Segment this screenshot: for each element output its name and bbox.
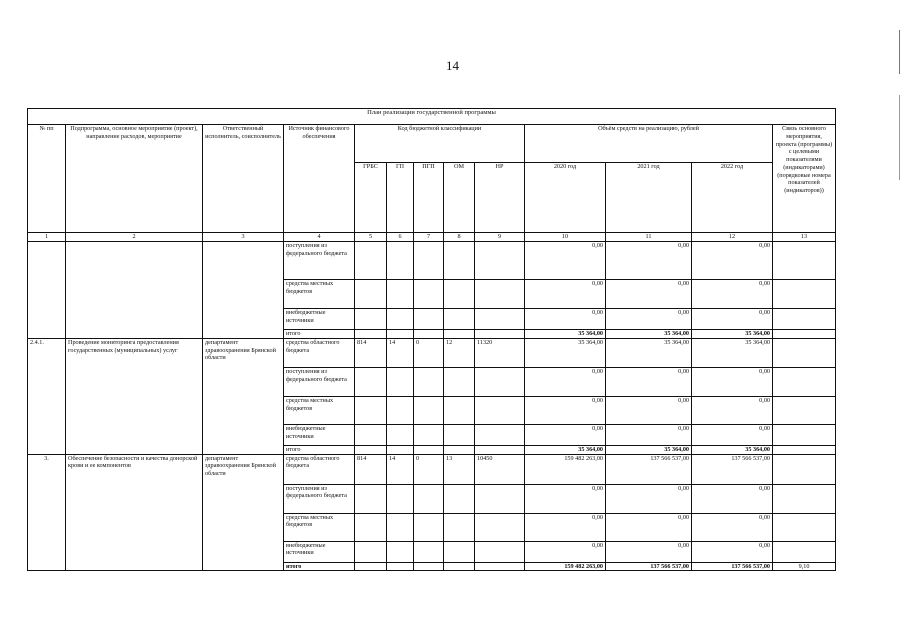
column-number: 1	[28, 233, 66, 242]
value-cell: 0,00	[606, 367, 692, 396]
column-numbers-row	[28, 233, 836, 242]
activity-name: Обеспечение безопасности и качества донорской крови и ее компонентов	[66, 454, 203, 571]
total-cell: 35 364,00	[525, 330, 606, 339]
table-row	[28, 454, 836, 484]
value-cell: 137 566 537,00	[606, 454, 692, 484]
header-om: ОМ	[444, 163, 475, 233]
value-cell: 0,00	[692, 367, 773, 396]
indicator-links: 9,10	[773, 562, 836, 571]
column-number: 10	[525, 233, 606, 242]
column-number: 6	[387, 233, 414, 242]
value-cell: 0,00	[525, 513, 606, 541]
header-2020: 2020 год	[525, 163, 606, 233]
code-om: 13	[444, 454, 475, 484]
code-gp: 14	[387, 338, 414, 367]
value-cell: 0,00	[525, 396, 606, 424]
activity-executor: департамент здравоохранения Брянской области	[203, 454, 284, 571]
scan-edge-mark	[899, 95, 900, 180]
source-label: средства областного бюджета	[284, 454, 355, 484]
table-row	[28, 338, 836, 367]
value-cell: 0,00	[525, 541, 606, 562]
code-nr: 10450	[475, 454, 525, 484]
row-number: 3.	[28, 454, 66, 571]
value-cell: 0,00	[692, 309, 773, 330]
header-source: Источник финансового обеспечения	[284, 125, 355, 233]
source-label: средства местных бюджетов	[284, 513, 355, 541]
table-row	[28, 242, 836, 280]
value-cell: 0,00	[525, 242, 606, 280]
column-number: 9	[475, 233, 525, 242]
column-number: 12	[692, 233, 773, 242]
source-label: внебюджетные источники	[284, 309, 355, 330]
source-label: итого	[284, 562, 355, 571]
source-label: средства местных бюджетов	[284, 396, 355, 424]
page-number: 14	[446, 58, 459, 73]
column-number: 7	[414, 233, 444, 242]
column-number: 5	[355, 233, 387, 242]
total-cell: 137 566 537,00	[606, 562, 692, 571]
column-number: 13	[773, 233, 836, 242]
column-number: 3	[203, 233, 284, 242]
column-number: 8	[444, 233, 475, 242]
column-number: 11	[606, 233, 692, 242]
source-label: поступления из федерального бюджета	[284, 367, 355, 396]
activity-executor: департамент здравоохранения Брянской области	[203, 338, 284, 454]
header-executor: Ответственный исполнитель, соисполнитель	[203, 125, 284, 233]
plan-table	[27, 108, 836, 571]
row-number: 2.4.1.	[28, 338, 66, 454]
total-cell: 35 364,00	[606, 445, 692, 454]
value-cell: 0,00	[525, 424, 606, 445]
source-label: итого	[284, 330, 355, 339]
header-num: № пп	[28, 125, 66, 233]
value-cell: 137 566 537,00	[692, 454, 773, 484]
value-cell: 0,00	[692, 424, 773, 445]
code-pgp: 0	[414, 454, 444, 484]
scan-edge-mark	[899, 30, 900, 74]
source-label: внебюджетные источники	[284, 541, 355, 562]
source-label: итого	[284, 445, 355, 454]
value-cell: 0,00	[525, 484, 606, 513]
value-cell: 0,00	[525, 367, 606, 396]
header-grbs: ГРБС	[355, 163, 387, 233]
code-grbs: 814	[355, 454, 387, 484]
header-pgp: ПГП	[414, 163, 444, 233]
value-cell: 0,00	[606, 424, 692, 445]
column-number: 2	[66, 233, 203, 242]
code-gp: 14	[387, 454, 414, 484]
value-cell: 0,00	[606, 309, 692, 330]
value-cell: 0,00	[692, 242, 773, 280]
total-cell: 35 364,00	[692, 445, 773, 454]
activity-name: Проведение мониторинга предоставления государственных (муниципальных) услуг	[66, 338, 203, 454]
value-cell: 0,00	[525, 280, 606, 309]
value-cell: 0,00	[606, 541, 692, 562]
header-subprogram: Подпрограмма, основное мероприятие (проект), направление расходов, мероприятие	[66, 125, 203, 233]
source-label: средства местных бюджетов	[284, 280, 355, 309]
value-cell: 0,00	[606, 484, 692, 513]
value-cell: 0,00	[525, 309, 606, 330]
value-cell: 0,00	[606, 280, 692, 309]
table-title: План реализации государственной программы	[28, 109, 836, 125]
code-nr: 11320	[475, 338, 525, 367]
value-cell: 159 482 263,00	[525, 454, 606, 484]
column-number: 4	[284, 233, 355, 242]
code-pgp: 0	[414, 338, 444, 367]
total-cell: 35 364,00	[692, 330, 773, 339]
total-cell: 35 364,00	[525, 445, 606, 454]
header-budget-code: Код бюджетной классификации	[355, 125, 525, 163]
source-label: поступления из федерального бюджета	[284, 484, 355, 513]
source-label: поступления из федерального бюджета	[284, 242, 355, 280]
value-cell: 0,00	[692, 280, 773, 309]
source-label: средства областного бюджета	[284, 338, 355, 367]
value-cell: 0,00	[692, 513, 773, 541]
header-volumes: Объём средств на реализацию, рублей	[525, 125, 773, 163]
header-2022: 2022 год	[692, 163, 773, 233]
total-cell: 159 482 263,00	[525, 562, 606, 571]
header-nr: НР	[475, 163, 525, 233]
value-cell: 35 364,00	[606, 338, 692, 367]
header-link: Связь основного мероприятия, проекта (программы) с целевыми показателями (индикаторами) (порядковые номера показателей (индикаторов))	[773, 125, 836, 233]
code-om: 12	[444, 338, 475, 367]
value-cell: 0,00	[606, 513, 692, 541]
source-label: внебюджетные источники	[284, 424, 355, 445]
value-cell: 35 364,00	[692, 338, 773, 367]
total-cell: 35 364,00	[606, 330, 692, 339]
value-cell: 0,00	[606, 396, 692, 424]
code-grbs: 814	[355, 338, 387, 367]
value-cell: 0,00	[692, 541, 773, 562]
total-cell: 137 566 537,00	[692, 562, 773, 571]
value-cell: 0,00	[692, 396, 773, 424]
value-cell: 0,00	[606, 242, 692, 280]
header-2021: 2021 год	[606, 163, 692, 233]
header-gp: ГП	[387, 163, 414, 233]
value-cell: 0,00	[692, 484, 773, 513]
value-cell: 35 364,00	[525, 338, 606, 367]
